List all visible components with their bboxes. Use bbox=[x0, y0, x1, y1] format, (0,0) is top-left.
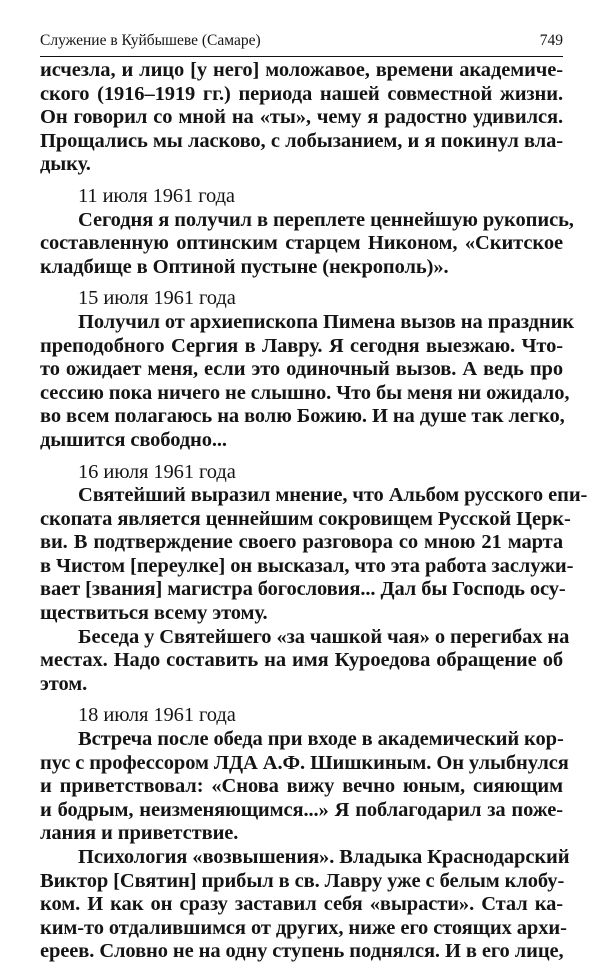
text-line: в Чистом [переулке] он высказал, что эта работа заслужи- bbox=[40, 554, 574, 577]
text-line: то ожидает меня, если это одиночный вызов. А ведь про bbox=[40, 358, 563, 381]
text-line: вает [звания] магистра богословия... Дал бы Господь осу- bbox=[40, 578, 566, 601]
text-line: ществиться всему этому. bbox=[40, 602, 268, 625]
entry-date-heading: 16 июля 1961 года bbox=[78, 460, 236, 483]
text-line: Получил от архиепископа Пимена вызов на праздник bbox=[78, 310, 575, 333]
text-line: во всем полагаюсь на волю Божию. И на душе так легко, bbox=[40, 405, 565, 428]
paragraph bbox=[40, 310, 575, 453]
text-line: Он говорил со мной на «ты», чему я радостно удивился. bbox=[40, 106, 563, 129]
paragraph bbox=[40, 59, 563, 177]
text-line: кладбище в Оптиной пустыне (некрополь)». bbox=[40, 255, 449, 278]
running-header-title: Служение в Куйбышеве (Самаре) bbox=[40, 32, 261, 49]
text-line: Святейший выразил мнение, что Альбом русского епи- bbox=[78, 484, 588, 507]
text-line: Прощались мы ласково, с лобызанием, и я покинул вла- bbox=[40, 129, 563, 152]
text-line: ким-то отдалившимся от других, ниже его стоящих архи- bbox=[40, 916, 567, 939]
page-number: 749 bbox=[539, 32, 563, 49]
paragraph bbox=[40, 625, 570, 697]
text-line: составленную оптинским старцем Никоном, «Скитское bbox=[40, 232, 563, 255]
text-line: пус с профессором ЛДА А.Ф. Шишкиным. Он улыбнулся bbox=[40, 751, 569, 774]
text-line: Виктор [Святин] прибыл в св. Лавру уже с белым клобу- bbox=[40, 869, 565, 892]
text-line: Сегодня я получил в переплете ценнейшую рукопись, bbox=[78, 208, 574, 231]
text-line: и бодрым, неизменяющимся...» Я поблагодарил за поже- bbox=[40, 798, 563, 821]
page-body bbox=[40, 59, 588, 964]
text-line: ереев. Словно не на одну ступень поднялся. И в его лице, bbox=[40, 940, 564, 963]
text-line: ского (1916–1919 гг.) периода нашей совместной жизни. bbox=[40, 82, 563, 105]
text-line: Беседа у Святейшего «за чашкой чая» о перегибах на bbox=[78, 625, 570, 648]
text-line: дышится свободно... bbox=[40, 428, 227, 451]
text-line: ком. И как он сразу заставил себя «вырасти». Стал ка- bbox=[40, 893, 563, 916]
text-line: ви. В подтверждение своего разговора со мною 21 марта bbox=[40, 531, 563, 554]
text-line: скопата является ценнейшим сокровищем Русской Церк- bbox=[40, 507, 571, 530]
paragraph bbox=[40, 728, 569, 846]
text-line: дыку. bbox=[40, 153, 91, 176]
entry-date-heading: 15 июля 1961 года bbox=[78, 287, 236, 310]
paragraph bbox=[40, 846, 570, 964]
paragraph bbox=[40, 484, 588, 626]
entry-date-heading: 11 июля 1961 года bbox=[78, 184, 235, 207]
text-line: этом. bbox=[40, 672, 88, 695]
text-line: лания и приветствие. bbox=[40, 822, 239, 845]
text-line: сессию пока ничего не слышно. Что бы меня ни ожидало, bbox=[40, 381, 570, 404]
running-header bbox=[40, 26, 563, 57]
entry-date-heading: 18 июля 1961 года bbox=[78, 704, 236, 727]
text-line: исчезла, и лицо [у него] моложавое, времени академиче- bbox=[40, 59, 563, 81]
text-line: Психология «возвышения». Владыка Краснодарский bbox=[78, 846, 570, 868]
text-line: Встреча после обеда при входе в академический кор- bbox=[78, 728, 564, 751]
text-line: и приветствовал: «Снова вижу вечно юным, сияющим bbox=[40, 775, 563, 798]
paragraph bbox=[40, 208, 574, 280]
text-line: местах. Надо составить на имя Куроедова обращение об bbox=[40, 649, 563, 672]
text-line: преподобного Сергия в Лавру. Я сегодня выезжаю. Что- bbox=[40, 334, 563, 357]
